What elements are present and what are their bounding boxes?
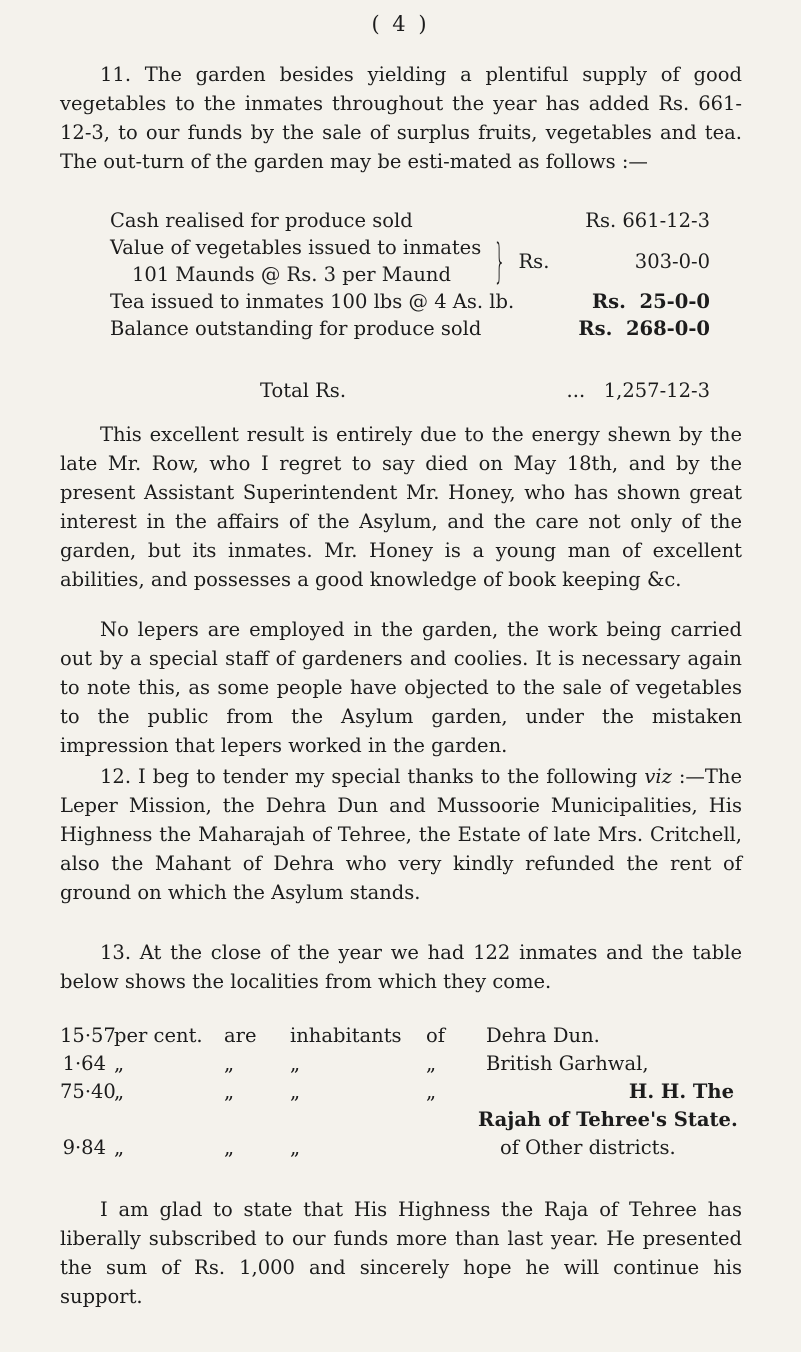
paragraph-lepers-text: No lepers are employed in the garden, the work being carried out by a special staff of gardeners and coolies. It is necessary again to note this, as some people have objected to the sale of vegetables to the public from the Asylum garden, under the mistaken impression that lepers worked in the garden. [60,618,742,757]
rs-label: Rs. [518,249,550,273]
outturn-row-cash [110,207,710,234]
outturn-label: Value of vegetables issued to inmates [110,236,482,259]
page-number: ( 4 ) [371,12,430,36]
paragraph-final-text: I am glad to state that His Highness the Raja of Tehree has liberally subscribed to our funds more than last year. He presented the sum of Rs. 1,000 and sincerely hope he will continue his support. [60,1198,742,1308]
locality-row-continued: Rajah of Tehree's State. [478,1108,738,1131]
paragraph-12-start: 12. I beg to tender my special thanks to the following [100,765,638,788]
locality-row: 1·64 „ „ „ „ British Garhwal, [62,1052,649,1075]
outturn-label: Balance outstanding for produce sold [110,317,482,340]
paragraph-13-text: 13. At the close of the year we had 122 inmates and the table below shows the localities from which they come. [60,941,742,993]
viz-word: viz [644,765,672,788]
garden-outturn-table [110,207,710,342]
outturn-row-balance [110,315,710,342]
rs-label: Rs. [578,317,613,340]
paragraph-11 [60,60,742,176]
paragraph-13 [60,938,742,996]
locality-row: 75·40 „ „ „ „ H. H. The [60,1080,734,1103]
paragraph-12 [60,762,742,907]
localities-table [60,1022,740,1162]
outturn-total-row [260,379,710,402]
paragraph-lepers [60,615,742,760]
outturn-row-tea [110,288,710,315]
outturn-label-sub: 101 Maunds @ Rs. 3 per Maund [132,263,451,286]
outturn-row-vegetables [110,234,710,288]
outturn-label: Cash realised for produce sold [110,209,413,232]
locality-row: 9·84 „ „ „ of Other districts. [62,1136,676,1159]
total-label: Total Rs. [260,379,347,402]
outturn-label: Tea issued to inmates 100 lbs @ 4 As. lb. [110,290,515,313]
outturn-amount: 268-0-0 [625,317,710,340]
outturn-amount: 303-0-0 [634,249,710,273]
total-amount: 1,257-12-3 [603,379,710,402]
rs-label: Rs. [585,209,617,232]
brace-symbol: } [494,234,506,288]
outturn-amount: 25-0-0 [639,290,710,313]
outturn-amount: 661-12-3 [622,209,710,232]
paragraph-result [60,420,742,594]
paragraph-12-rest: :—The Leper Mission, the Dehra Dun and Mussoorie Municipalities, His Highness the Maharajah of Tehree, the Estate of late Mrs. Critchell, also the Mahant of Dehra who very kindly refunded the rent of ground on which the Asylum stands. [60,765,742,904]
paragraph-result-text: This excellent result is entirely due to the energy shewn by the late Mr. Row, who I regret to say died on May 18th, and by the present Assistant Superintendent Mr. Honey, who has shown great interest in the affairs of the Asylum, and the care not only of the garden, but its inmates. Mr. Honey is a young man of excellent abilities, and possesses a good knowledge of book keeping &c. [60,423,742,591]
paragraph-11-text: 11. The garden besides yielding a plentiful supply of good vegetables to the inmates throughout the year has added Rs. 661-12-3, to our funds by the sale of surplus fruits, vegetables and tea. The out-turn of the garden may be esti-mated as follows :— [60,63,742,173]
rs-label: Rs. [591,290,626,313]
paragraph-final [60,1195,742,1311]
total-dots: ... [566,379,586,402]
locality-row: 15·57 per cent. are inhabitants of Dehra Dun. [60,1024,600,1047]
